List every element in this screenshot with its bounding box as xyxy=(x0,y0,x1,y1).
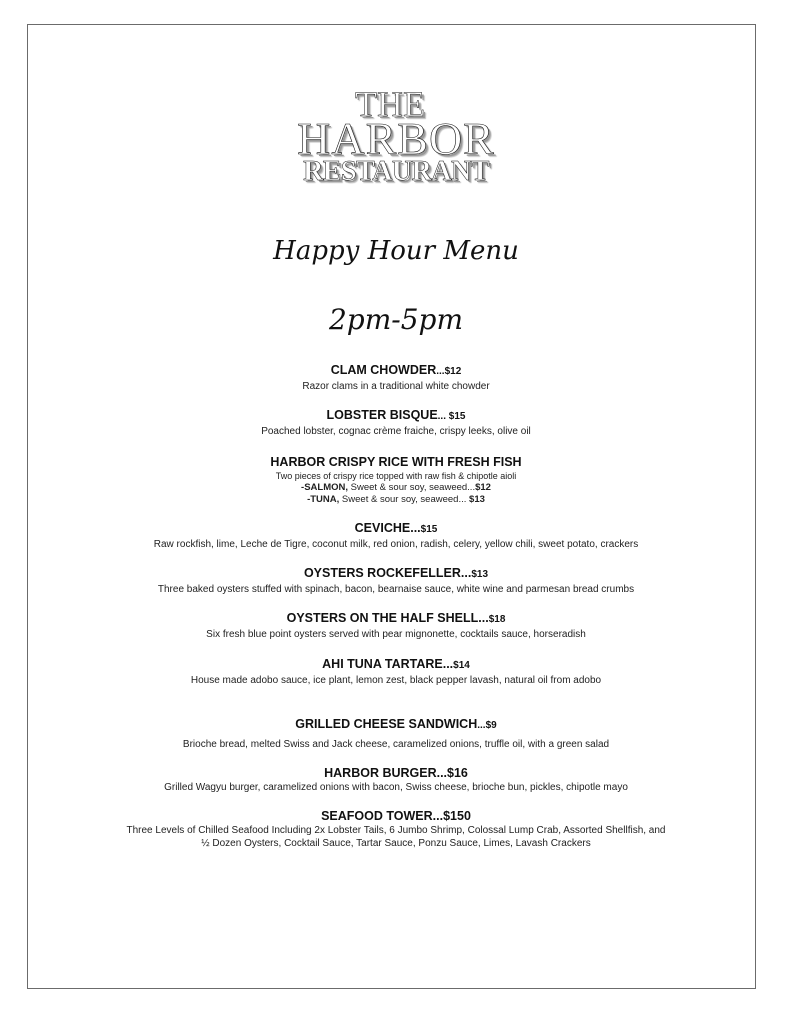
restaurant-logo xyxy=(0,86,792,186)
logo-line-the: THE xyxy=(355,84,425,124)
item-name: CEVICHE xyxy=(354,521,411,535)
menu-item xyxy=(0,565,792,596)
item-name: AHI TUNA TARTARE xyxy=(322,657,443,671)
happy-hour-times: 2pm-5pm xyxy=(328,303,464,336)
item-description: Brioche bread, melted Swiss and Jack cheese, caramelized onions, truffle oil, with a green salad xyxy=(182,739,610,750)
item-description: Three baked oysters stuffed with spinach, bacon, bearnaise sauce, white wine and parmesan bread crumbs xyxy=(157,584,635,595)
item-description: Razor clams in a traditional white chowder xyxy=(302,381,490,392)
item-description: Two pieces of crispy rice topped with raw fish & chipotle aioli xyxy=(275,471,517,481)
item-price: $13 xyxy=(471,569,489,580)
menu-item xyxy=(0,610,792,641)
item-price: $14 xyxy=(453,660,470,671)
variant-text: Sweet & sour soy, seaweed... xyxy=(348,482,476,493)
menu-item xyxy=(0,454,792,506)
item-sep: ... xyxy=(477,720,486,731)
item-price: $150 xyxy=(443,809,471,823)
menu-item xyxy=(0,520,792,551)
item-sep: ... xyxy=(436,366,445,377)
menu-list xyxy=(0,362,792,850)
logo-line-harbor: HARBOR xyxy=(297,113,495,164)
variant-price: $12 xyxy=(475,482,491,493)
item-description: Grilled Wagyu burger, caramelized onions with bacon, Swiss cheese, brioche bun, pickles, chipotle mayo xyxy=(164,782,628,793)
item-price: $15 xyxy=(448,411,466,422)
menu-item xyxy=(0,716,792,751)
menu-item xyxy=(0,808,792,850)
item-sep: ... xyxy=(478,611,489,625)
item-name: SEAFOOD TOWER xyxy=(321,809,433,823)
menu-item xyxy=(0,656,792,687)
item-price: $12 xyxy=(444,366,462,377)
item-variant-salmon xyxy=(0,482,792,494)
menu-item xyxy=(0,362,792,393)
item-description-line2: ½ Dozen Oysters, Cocktail Sauce, Tartar Sauce, Ponzu Sauce, Limes, Lavash Crackers xyxy=(201,838,591,849)
variant-text: Sweet & sour soy, seaweed... xyxy=(339,494,470,505)
item-name: HARBOR BURGER xyxy=(324,766,437,780)
item-sep: ... xyxy=(442,657,454,671)
item-sep: ... xyxy=(437,411,449,422)
item-price: $9 xyxy=(485,720,497,731)
menu-item xyxy=(0,765,792,794)
menu-title: Happy Hour Menu xyxy=(273,236,519,266)
logo-line-restaurant: RESTAURANT xyxy=(303,156,489,187)
item-name: HARBOR CRISPY RICE WITH FRESH FISH xyxy=(270,455,522,469)
menu-item xyxy=(0,407,792,438)
item-price: $15 xyxy=(420,524,438,535)
item-description: Three Levels of Chilled Seafood Including 2x Lobster Tails, 6 Jumbo Shrimp, Colossal Lump Crab, Assorted Shellfish, and xyxy=(126,825,666,836)
item-description: Raw rockfish, lime, Leche de Tigre, coconut milk, red onion, radish, celery, yellow chili, sweet potato, crackers xyxy=(153,539,639,550)
variant-label: -TUNA, xyxy=(307,494,340,505)
item-price: $16 xyxy=(447,766,468,780)
item-sep: ... xyxy=(432,809,444,823)
item-sep: ... xyxy=(436,766,448,780)
item-name: OYSTERS ROCKEFELLER xyxy=(303,566,461,580)
item-sep: ... xyxy=(410,521,421,535)
item-sep: ... xyxy=(460,566,472,580)
item-name: OYSTERS ON THE HALF SHELL xyxy=(286,611,479,625)
item-name: CLAM CHOWDER xyxy=(330,363,437,377)
item-name: LOBSTER BISQUE xyxy=(326,408,438,422)
variant-price: $13 xyxy=(469,494,485,505)
variant-label: -SALMON, xyxy=(301,482,348,493)
item-description: Six fresh blue point oysters served with pear mignonette, cocktails sauce, horseradish xyxy=(206,629,586,640)
item-price: $18 xyxy=(488,614,506,625)
item-description: Poached lobster, cognac crème fraiche, crispy leeks, olive oil xyxy=(261,426,531,437)
item-description: House made adobo sauce, ice plant, lemon zest, black pepper lavash, natural oil from adobo xyxy=(190,675,602,686)
item-variant-tuna xyxy=(0,494,792,506)
item-name: GRILLED CHEESE SANDWICH xyxy=(295,717,478,731)
